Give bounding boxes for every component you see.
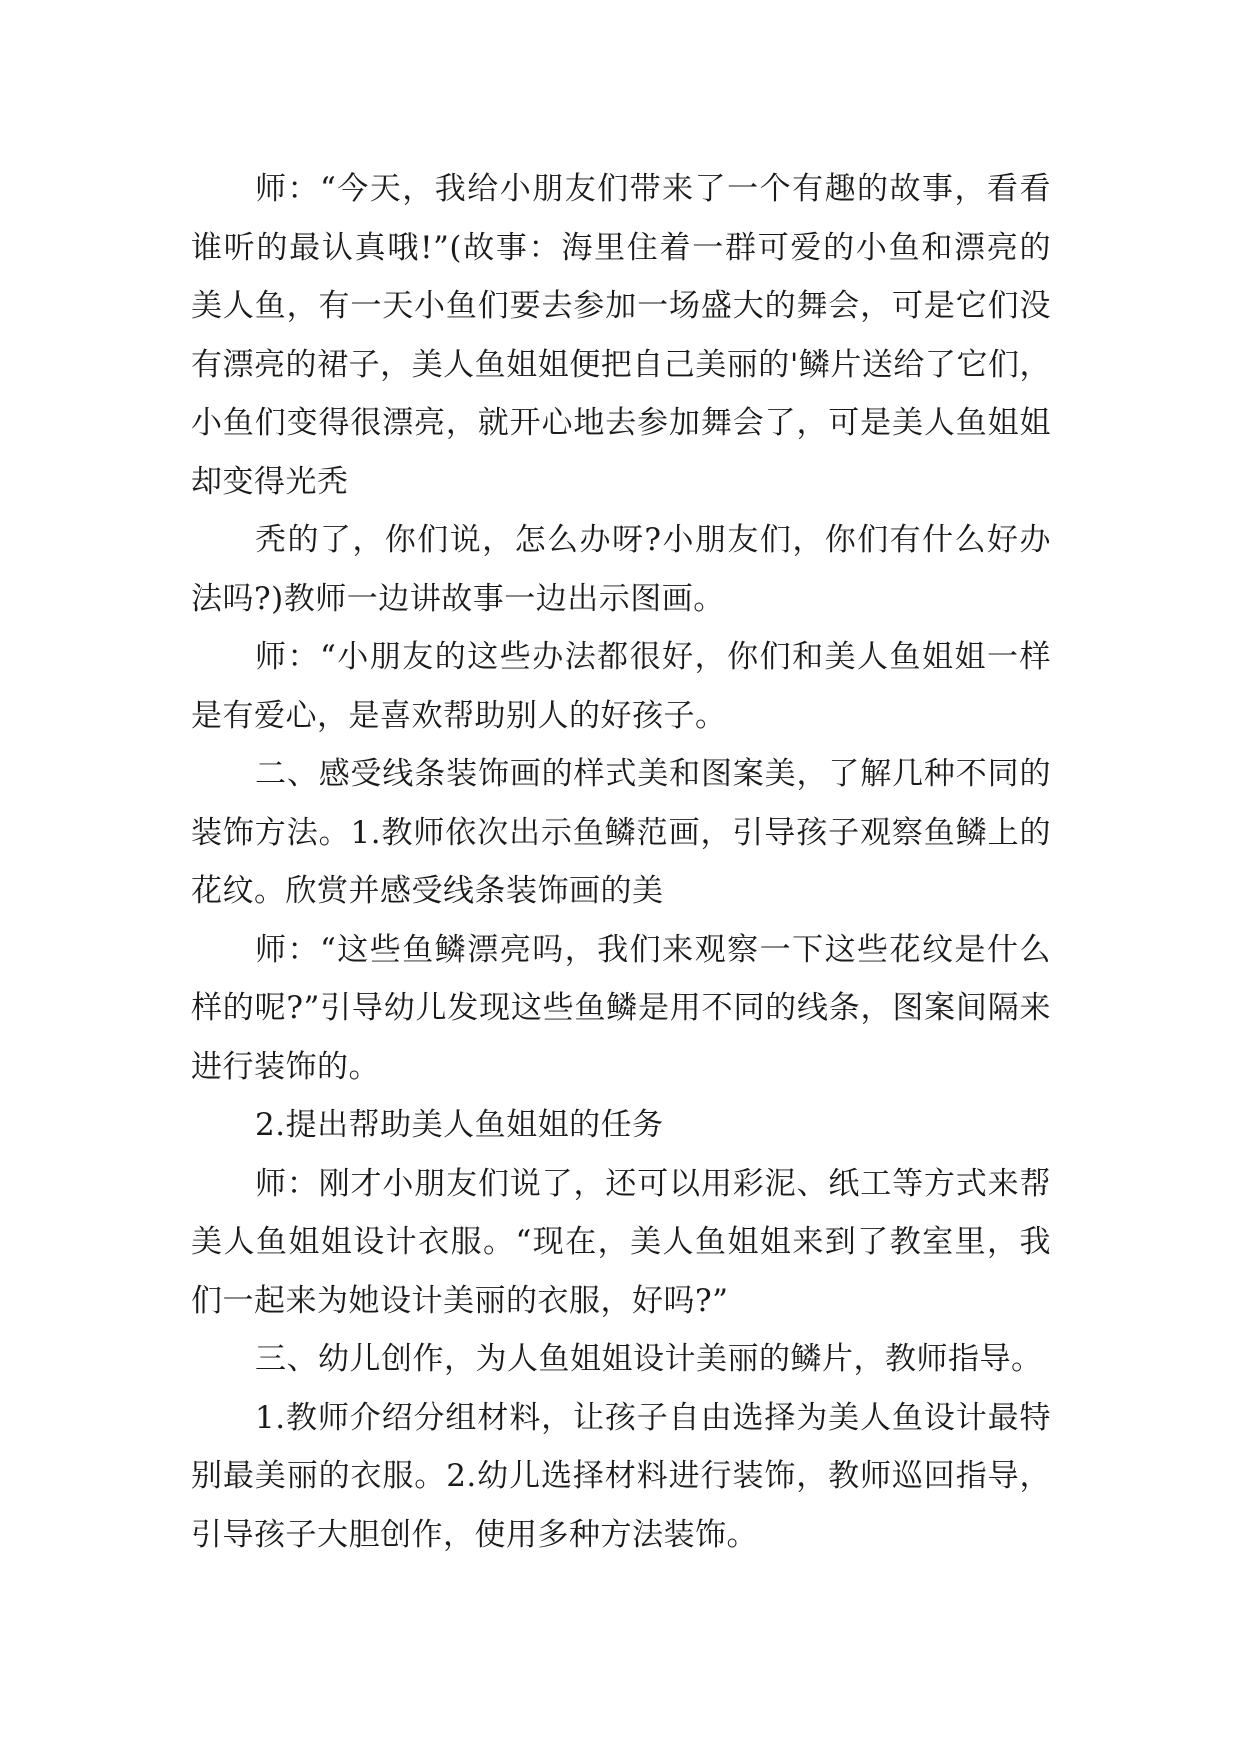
paragraph-teacher-praise: 师：“小朋友的这些办法都很好，你们和美人鱼姐姐一样是有爱心，是喜欢帮助别人的好孩子。	[191, 639, 1051, 734]
paragraph-section-three: 三、幼儿创作，为人鱼姐姐设计美丽的鳞片，教师指导。	[255, 1341, 1043, 1377]
paragraph-section-two: 二、感受线条装饰画的样式美和图案美，了解几种不同的装饰方法。1.教师依次出示鱼鳞范画，引导孩子观察鱼鳞上的花纹。欣赏并感受线条装饰画的美	[191, 756, 1051, 909]
paragraph-task-heading: 2.提出帮助美人鱼姐姐的任务	[255, 1107, 664, 1143]
paragraph-story: 师：“今天，我给小朋友们带来了一个有趣的故事，看看谁听的最认真哦!”(故事：海里住着一群可爱的小鱼和漂亮的美人鱼，有一天小鱼们要去参加一场盛大的舞会，可是它们没有漂亮的裙子，美人鱼姐姐便把自己美丽的'鳞片送给了它们，小鱼们变得很漂亮，就开心地去参加舞会了，可是美人鱼姐姐却变得光秃	[191, 171, 1051, 500]
document-body	[191, 160, 1051, 1564]
paragraph-observe-scales: 师：“这些鱼鳞漂亮吗，我们来观察一下这些花纹是什么样的呢?”引导幼儿发现这些鱼鳞是用不同的线条，图案间隔来进行装饰的。	[191, 931, 1051, 1085]
paragraph-story-continued: 秃的了，你们说，怎么办呀?小朋友们，你们有什么好办法吗?)教师一边讲故事一边出示图画。	[191, 522, 1051, 617]
paragraph-design-clothes: 师：刚才小朋友们说了，还可以用彩泥、纸工等方式来帮美人鱼姐姐设计衣服。“现在，美人鱼姐姐来到了教室里，我们一起来为她设计美丽的衣服，好吗?”	[191, 1165, 1051, 1319]
paragraph-materials: 1.教师介绍分组材料，让孩子自由选择为美人鱼设计最特别最美丽的衣服。2.幼儿选择材料进行装饰，教师巡回指导，引导孩子大胆创作，使用多种方法装饰。	[191, 1399, 1051, 1553]
